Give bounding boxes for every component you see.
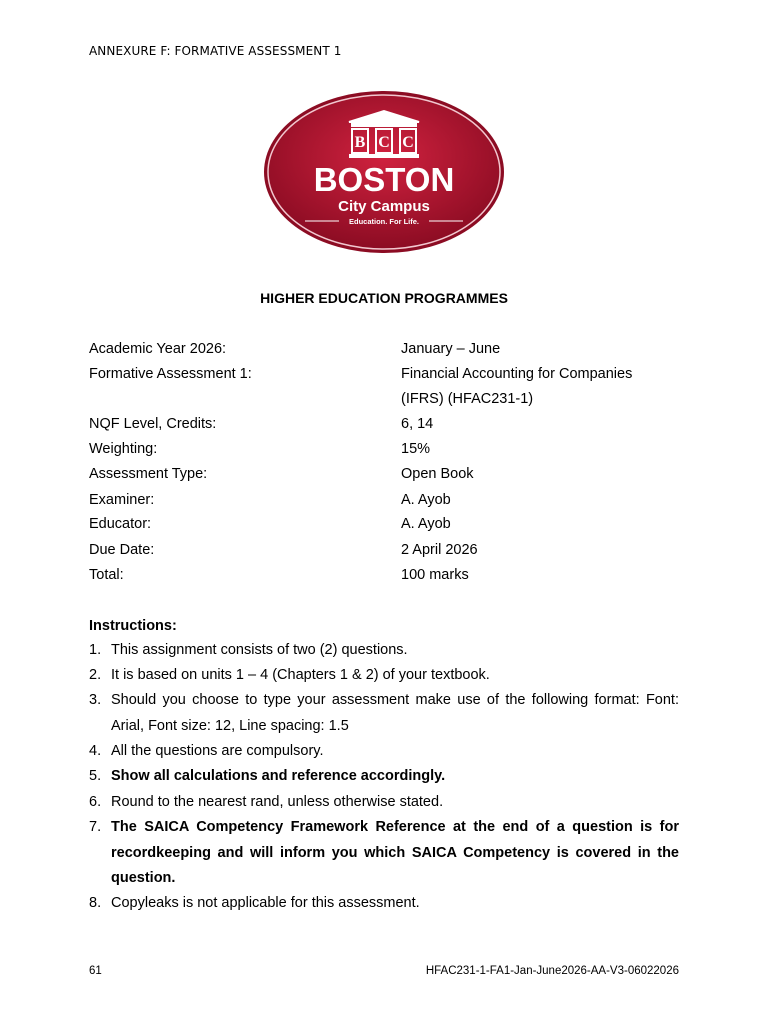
- instruction-number: 1.: [89, 642, 102, 658]
- detail-value: 15%: [401, 441, 431, 457]
- logo-sub: City Campus: [338, 198, 430, 215]
- detail-value: A. Ayob: [401, 492, 451, 508]
- instruction-item: [89, 739, 679, 765]
- instruction-text: Should you choose to type your assessment make use of the following format: Font: Arial, Font size: 12, Line spacing: 1.5: [111, 692, 679, 734]
- instruction-number: 3.: [89, 692, 102, 708]
- instruction-text: The SAICA Competency Framework Reference at the end of a question is for recordkeeping and will inform you which SAICA Competency is covered in the question.: [111, 819, 679, 886]
- detail-value: Open Book: [401, 466, 474, 482]
- instruction-item: [89, 790, 679, 816]
- emblem-letter-2: C: [378, 134, 390, 151]
- instruction-text: It is based on units 1 – 4 (Chapters 1 & 2) of your textbook.: [111, 667, 490, 683]
- detail-value: 6, 14: [401, 416, 434, 432]
- detail-label: Assessment Type:: [89, 466, 208, 482]
- instruction-item: [89, 815, 679, 892]
- detail-label: Academic Year 2026:: [89, 341, 227, 357]
- instruction-number: 4.: [89, 743, 102, 759]
- detail-value: 2 April 2026: [401, 542, 478, 558]
- logo-tagline: Education. For Life.: [348, 217, 420, 226]
- emblem-letter-1: B: [354, 134, 366, 151]
- instruction-text: Copyleaks is not applicable for this assessment.: [111, 895, 420, 911]
- instruction-item: [89, 688, 679, 739]
- annexure-header: ANNEXURE F: FORMATIVE ASSESSMENT 1: [89, 44, 342, 58]
- instruction-item: [89, 891, 679, 917]
- detail-value: 100 marks: [401, 567, 469, 583]
- detail-value: (IFRS) (HFAC231-1): [401, 391, 534, 407]
- page-number: 61: [89, 965, 102, 977]
- instruction-item: [89, 663, 679, 689]
- detail-label: Weighting:: [89, 441, 158, 457]
- detail-value: A. Ayob: [401, 516, 451, 532]
- emblem-letter-3: C: [402, 134, 414, 151]
- instruction-number: 8.: [89, 895, 102, 911]
- detail-value: January – June: [401, 341, 501, 357]
- instruction-item: [89, 638, 679, 664]
- instruction-number: 6.: [89, 794, 102, 810]
- instruction-text: All the questions are compulsory.: [111, 743, 324, 759]
- instruction-number: 7.: [89, 819, 102, 835]
- detail-label: Formative Assessment 1:: [89, 366, 252, 382]
- instructions-title: Instructions:: [89, 618, 177, 634]
- instruction-text: Show all calculations and reference accordingly.: [111, 768, 446, 784]
- boston-city-campus-logo: [261, 89, 507, 255]
- instruction-text: Round to the nearest rand, unless otherwise stated.: [111, 794, 444, 810]
- detail-label: Total:: [89, 567, 124, 583]
- instruction-number: 5.: [89, 768, 102, 784]
- instruction-number: 2.: [89, 667, 102, 683]
- logo-graphic: [261, 89, 507, 255]
- logo-name: BOSTON: [313, 161, 455, 198]
- document-code: HFAC231-1-FA1-Jan-June2026-AA-V3-06022026: [425, 965, 679, 977]
- detail-label: Educator:: [89, 516, 152, 532]
- instruction-item: [89, 764, 679, 790]
- programme-title: HIGHER EDUCATION PROGRAMMES: [260, 290, 508, 306]
- instruction-text: This assignment consists of two (2) questions.: [111, 642, 408, 658]
- detail-label: NQF Level, Credits:: [89, 416, 217, 432]
- detail-label: Due Date:: [89, 542, 155, 558]
- detail-label: Examiner:: [89, 492, 155, 508]
- detail-value: Financial Accounting for Companies: [401, 366, 633, 382]
